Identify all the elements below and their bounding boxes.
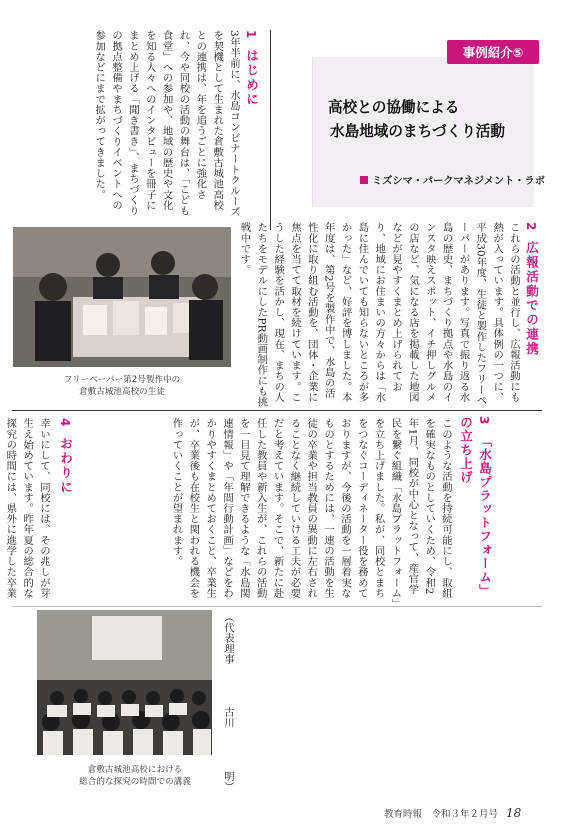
- author-name-suffix: 明）: [222, 771, 234, 792]
- section-4-body-continued: [240, 612, 538, 798]
- article-title-line-1: 高校との協働による: [328, 99, 460, 116]
- organization-name: ミズシマ・パークマネジメント・ラボ: [372, 176, 545, 187]
- section-1-number: 1: [244, 30, 258, 41]
- photo-2-caption: [50, 765, 220, 788]
- horizontal-divider: [12, 410, 542, 411]
- article-title-line-2: 水島地域のまちづくり活動: [330, 123, 505, 140]
- org-marker-icon: [360, 176, 368, 184]
- section-3-body: このような活動を持続可能にし、取組を確実なものとしていくため、令和2年1月、同校が中心となって、産官学民を繋ぐ組織「水島プラットフォーム」を立ち上げました。私が、同校とまちをつなぐコーディネーター役を務めておりますが、今後の活動を一層着実なものとするためには、一連の活動を生徒の卒業や担当教員の異動に左右されることなく継続していける工夫が必要だと考えています。そこで、新たに赴任した教員や新入生が、これらの活動を一目見て理解できるような「水島関連情報」や「年間行動計画」などをわかりやすくまとめておくこと、卒業生が、卒業後も在校生と関われる機会を作っていくことが望まれます。: [170, 418, 452, 604]
- case-study-badge: 事例紹介⑤: [447, 40, 539, 64]
- section-4-body-start: 幸いにして、同校には、その兆しが芽生え始めています。昨年夏の総合的な探究の時間には、県外に進学した卒業: [4, 418, 50, 599]
- photo-lecture-hall: [37, 610, 212, 755]
- photo-2-caption-line-1: 倉敷古城池高校における: [87, 765, 183, 775]
- section-2-body: これらの活動と並行し、広報活動にも熱が入っています。具体例の一つに、平成30年度、生徒と製作したフリーペーパーがあります。写真で振り返る水島の歴史、まちづくり拠点や水島のインスタ映えスポット、イチ押しグルメの店など、気になる店を掲載した地図などが見やすくまとめ上げられており、地域にお住まいの方々からは「水島に住んでいても知らないところが多かった」など、好評を博しました。本年度は、第2号を製作中で、水島の活性化に取り組む活動を、団体・企業に焦点を当てて取材を続けています。こうした経験を活かし、現在、まちの人たちをモデルにしたPR動画制作にも挑戦中です。: [238, 222, 520, 407]
- photo-1-caption: [13, 375, 231, 398]
- section-2-tail: [478, 418, 538, 608]
- photo-students-freepaper: [13, 227, 231, 367]
- section-2-heading: [522, 222, 541, 382]
- author-name: 古川: [222, 707, 234, 728]
- column-divider: [270, 30, 271, 230]
- section-1-body: 3年半前に、水島コンビナートクルーズを契機として生まれた倉敷古城池高校との連携は、年を追うごとに強化され、今や同校の活動の舞台は、「こども食堂」への参加や、地域の歴史や文化を知る人々へのインタビューを冊子にまとめ上げる「聞き書き」、まちづくりの拠点整備やまちづくりイベントへの参加などにまで拡がってきました。: [93, 30, 240, 218]
- photo-2-caption-line-2: 総合的な探究の時間での講義: [79, 776, 191, 787]
- photo-1-caption-line-1: フリーペーパー第2号製作中の: [63, 375, 181, 385]
- horizontal-divider-2: [12, 606, 542, 607]
- author-signature: [218, 612, 236, 792]
- page-number: 18: [506, 806, 522, 820]
- section-4-number: 4: [58, 418, 72, 429]
- page-footer: [384, 806, 521, 820]
- photo-1-caption-line-2: 倉敷古城池高校の生徒: [79, 386, 165, 397]
- publication-name: 教育時報 令和３年２月号: [384, 809, 499, 820]
- section-4-heading: [56, 418, 75, 518]
- author-role: （代表理事: [222, 612, 234, 664]
- section-2-number: 2: [524, 222, 538, 233]
- section-3-title: 「水島プラットフォーム」の立ち上げ: [458, 416, 492, 592]
- section-2-title: 広報活動での連携: [524, 241, 539, 357]
- section-4-title: おわりに: [58, 437, 73, 495]
- section-3-number: 3: [477, 416, 491, 426]
- section-1-title: はじめに: [244, 49, 259, 107]
- section-1-heading: [242, 30, 261, 150]
